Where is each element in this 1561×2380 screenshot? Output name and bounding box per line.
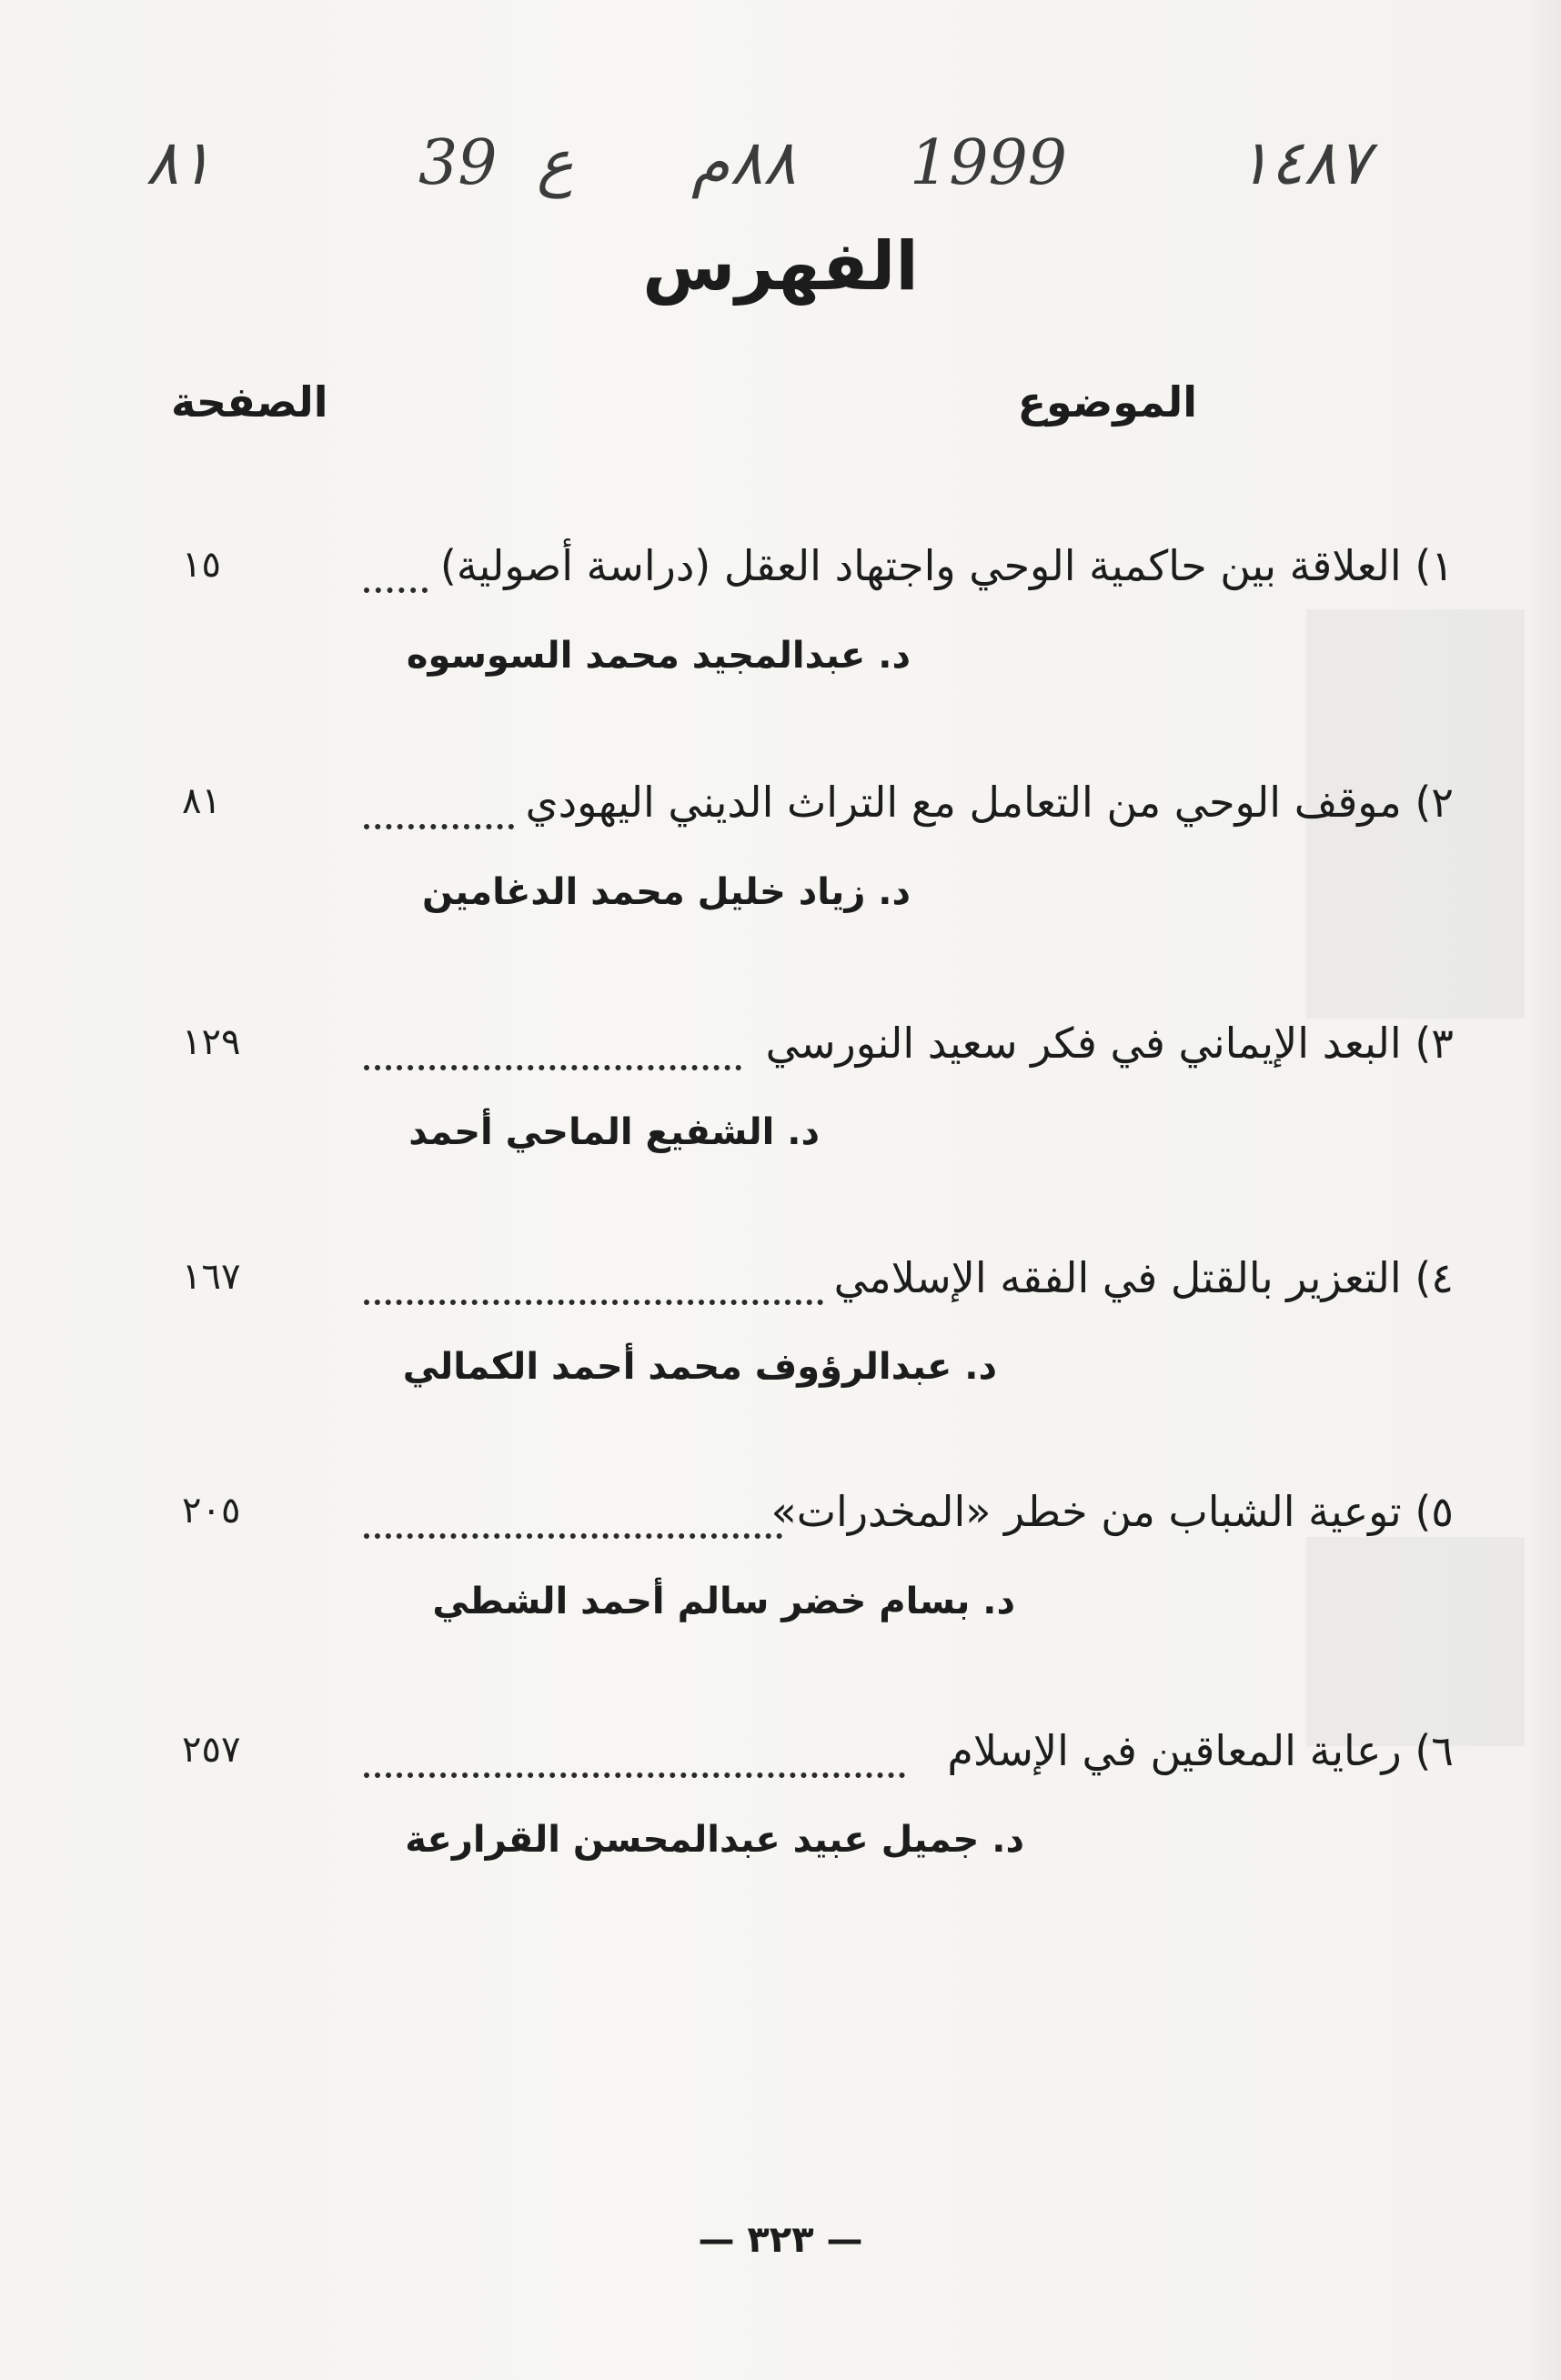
toc-entry-page: ٢٠٥	[182, 1490, 241, 1531]
toc-entry-title: ٦) رعاية المعاقين في الإسلام	[947, 1726, 1454, 1775]
toc-entry-title: ٤) التعزير بالقتل في الفقه الإسلامي	[833, 1253, 1454, 1302]
toc-entry-author: د. زياد خليل محمد الدغامين	[422, 871, 911, 913]
dot-leader	[364, 582, 428, 593]
toc-entry-page: ٢٥٧	[182, 1729, 241, 1771]
handwritten-note: ع	[537, 127, 574, 199]
toc-entry-title: ١) العلاقة بين حاكمية الوحي واجتهاد العقل (دراسة أصولية)	[439, 541, 1454, 590]
toc-entry-title: ٥) توعية الشباب من خطر «المخدرات»	[770, 1487, 1454, 1536]
toc-entry-author: د. الشفيع الماحي أحمد	[408, 1111, 820, 1153]
page-title: الفهرس	[642, 227, 919, 306]
dot-leader	[364, 818, 514, 829]
dot-leader	[364, 1528, 782, 1539]
dot-leader	[364, 1767, 905, 1778]
handwritten-note: ٨٨م	[691, 127, 797, 199]
toc-entry-title: ٣) البعد الإيماني في فكر سعيد النورسي	[765, 1019, 1454, 1068]
toc-entry-page: ٨١	[182, 780, 221, 822]
toc-entry-author: د. جميل عبيد عبدالمحسن القرارعة	[405, 1819, 1024, 1861]
toc-entry-page: ١٥	[182, 544, 221, 586]
dot-leader	[364, 1059, 741, 1070]
handwritten-note: 1999	[910, 127, 1068, 199]
toc-entry-author: د. بسام خضر سالم أحمد الشطي	[432, 1581, 1015, 1622]
toc-entry-page: ١٦٧	[182, 1256, 241, 1298]
toc-entry-page: ١٢٩	[182, 1021, 241, 1063]
toc-entry-author: د. عبدالرؤوف محمد أحمد الكمالي	[402, 1346, 997, 1388]
bleed-through-block	[1306, 1537, 1525, 1746]
handwritten-note: ٨١	[146, 127, 213, 199]
toc-entry-title: ٢) موقف الوحي من التعامل مع التراث الديني اليهودي	[525, 778, 1454, 827]
column-header-topic: الموضوع	[1017, 377, 1197, 427]
handwritten-note: 39	[418, 127, 498, 199]
dot-leader	[364, 1294, 823, 1305]
column-header-page: الصفحة	[171, 377, 328, 427]
page-number: — ٣٢٣ —	[698, 2219, 863, 2261]
handwritten-note: ١٤٨٧	[1237, 127, 1371, 199]
toc-entry-author: د. عبدالمجيد محمد السوسوه	[406, 635, 911, 677]
gutter-shadow	[1525, 0, 1561, 2380]
